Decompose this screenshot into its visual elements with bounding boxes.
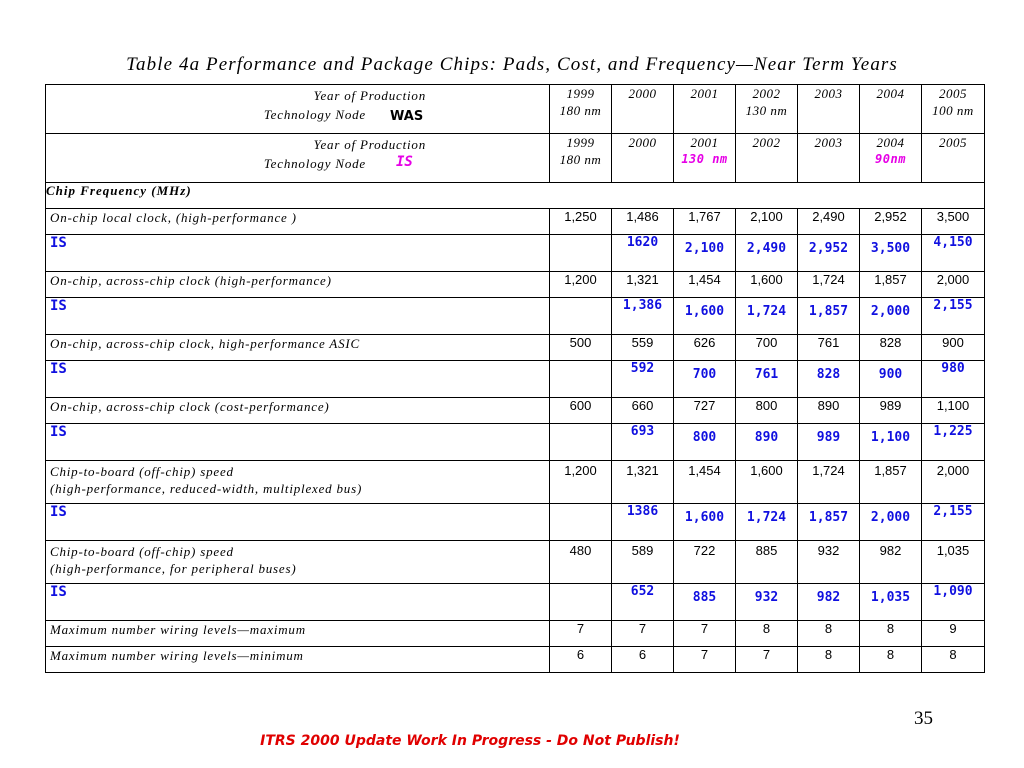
- is-value-cell: 800: [674, 424, 736, 461]
- wiring-value-cell: 8: [922, 647, 985, 673]
- header_is-tag: IS: [396, 154, 413, 170]
- value-cell: 900: [922, 335, 985, 361]
- is-label: IS: [46, 361, 550, 398]
- footer-notice: ITRS 2000 Update Work In Progress - Do Not Publish!: [260, 733, 680, 749]
- table-row: [46, 461, 985, 504]
- is-value-cell: 4,150: [922, 235, 985, 272]
- header_was-year-cell: [612, 85, 674, 134]
- wiring-value-cell: 8: [798, 621, 860, 647]
- value-cell: 1,767: [674, 209, 736, 235]
- is-row: [46, 361, 985, 398]
- header_was-year-cell: [860, 85, 922, 134]
- table-row: [46, 541, 985, 584]
- value-cell: 932: [798, 541, 860, 584]
- header_was-node: 130 nm: [745, 103, 788, 118]
- header_is-year-cell: [736, 134, 798, 183]
- wiring-row: [46, 647, 985, 673]
- value-cell: 700: [736, 335, 798, 361]
- value-cell: 1,857: [860, 461, 922, 504]
- wiring-value-cell: 7: [550, 621, 612, 647]
- is-value-cell: [550, 424, 612, 461]
- value-cell: 1,600: [736, 272, 798, 298]
- is-value-cell: 1,724: [736, 298, 798, 335]
- value-cell: 1,454: [674, 461, 736, 504]
- header_is-year-cell: [612, 134, 674, 183]
- is-value-cell: 761: [736, 361, 798, 398]
- is-value-cell: 592: [612, 361, 674, 398]
- header_was-label-cell: [46, 85, 550, 134]
- table-title: Table 4a Performance and Package Chips: Pads, Cost, and Frequency—Near Term Years: [126, 54, 898, 75]
- header_was-year: 2004: [876, 86, 905, 101]
- is-value-cell: 2,490: [736, 235, 798, 272]
- row-description: [46, 541, 550, 584]
- header_is-node: 90nm: [875, 152, 906, 166]
- value-cell: 2,952: [860, 209, 922, 235]
- header_is-year: 2002: [752, 135, 781, 150]
- header_is-year-cell: [674, 134, 736, 183]
- is-value-cell: 2,155: [922, 298, 985, 335]
- is-value-cell: 982: [798, 584, 860, 621]
- header_is-year: 2000: [628, 135, 657, 150]
- value-cell: 500: [550, 335, 612, 361]
- row-description-line: Chip-to-board (off-chip) speed: [50, 544, 234, 559]
- frequency-table: [45, 84, 985, 673]
- is-row: [46, 584, 985, 621]
- value-cell: 982: [860, 541, 922, 584]
- is-value-cell: 2,000: [860, 504, 922, 541]
- wiring-value-cell: 7: [612, 621, 674, 647]
- header_is-row: [46, 134, 985, 183]
- is-value-cell: [550, 584, 612, 621]
- header_is-year-label: Year of Production: [313, 137, 426, 152]
- is-value-cell: 980: [922, 361, 985, 398]
- is-value-cell: 1,100: [860, 424, 922, 461]
- page-number: 35: [914, 708, 933, 729]
- is-value-cell: 2,155: [922, 504, 985, 541]
- value-cell: 626: [674, 335, 736, 361]
- is-value-cell: [550, 235, 612, 272]
- is-value-cell: [550, 361, 612, 398]
- value-cell: 2,000: [922, 461, 985, 504]
- is-value-cell: 828: [798, 361, 860, 398]
- header_was-year: 1999: [566, 86, 595, 101]
- wiring-value-cell: 8: [798, 647, 860, 673]
- value-cell: 1,600: [736, 461, 798, 504]
- is-label: IS: [46, 424, 550, 461]
- header_was-year-cell: [550, 85, 612, 134]
- row-description: [46, 335, 550, 361]
- is-row: [46, 504, 985, 541]
- is-row: [46, 424, 985, 461]
- is-value-cell: 885: [674, 584, 736, 621]
- is-value-cell: 2,100: [674, 235, 736, 272]
- table-row: [46, 335, 985, 361]
- header_is-node: 180 nm: [559, 152, 602, 167]
- header_is-year: 2003: [814, 135, 843, 150]
- wiring-value-cell: 7: [674, 647, 736, 673]
- wiring-description: Maximum number wiring levels—minimum: [46, 647, 550, 673]
- value-cell: 885: [736, 541, 798, 584]
- is-value-cell: 1386: [612, 504, 674, 541]
- is-value-cell: 700: [674, 361, 736, 398]
- wiring-row: [46, 621, 985, 647]
- is-value-cell: 1,035: [860, 584, 922, 621]
- is-value-cell: 1620: [612, 235, 674, 272]
- row-description-line: On-chip local clock, (high-performance ): [50, 210, 297, 225]
- value-cell: 1,200: [550, 272, 612, 298]
- value-cell: 600: [550, 398, 612, 424]
- is-value-cell: 693: [612, 424, 674, 461]
- value-cell: 660: [612, 398, 674, 424]
- wiring-value-cell: 7: [736, 647, 798, 673]
- header_is-year-cell: [798, 134, 860, 183]
- value-cell: 3,500: [922, 209, 985, 235]
- header_is-year: 2001: [690, 135, 719, 150]
- header_is-year-cell: [550, 134, 612, 183]
- header_was-year: 2003: [814, 86, 843, 101]
- header_was-row: [46, 85, 985, 134]
- is-value-cell: 3,500: [860, 235, 922, 272]
- is-value-cell: 1,600: [674, 504, 736, 541]
- value-cell: 1,100: [922, 398, 985, 424]
- is-value-cell: 932: [736, 584, 798, 621]
- value-cell: 1,250: [550, 209, 612, 235]
- row-description-line: On-chip, across-chip clock (cost-performance): [50, 399, 330, 414]
- row-description-line: (high-performance, reduced-width, multiplexed bus): [50, 481, 363, 496]
- value-cell: 722: [674, 541, 736, 584]
- header_is-year-cell: [860, 134, 922, 183]
- header_was-year-cell: [798, 85, 860, 134]
- value-cell: 989: [860, 398, 922, 424]
- header_was-year: 2001: [690, 86, 719, 101]
- is-label: IS: [46, 298, 550, 335]
- is-value-cell: 1,857: [798, 298, 860, 335]
- is-value-cell: 2,952: [798, 235, 860, 272]
- value-cell: 480: [550, 541, 612, 584]
- is-value-cell: 1,857: [798, 504, 860, 541]
- wiring-value-cell: 9: [922, 621, 985, 647]
- value-cell: 1,724: [798, 461, 860, 504]
- table-row: [46, 398, 985, 424]
- value-cell: 589: [612, 541, 674, 584]
- header_was-year: 2000: [628, 86, 657, 101]
- row-description-line: On-chip, across-chip clock (high-performance): [50, 273, 332, 288]
- value-cell: 828: [860, 335, 922, 361]
- header_was-year-cell: [922, 85, 985, 134]
- header_was-year-cell: [736, 85, 798, 134]
- header_is-node: 130 nm: [681, 152, 728, 166]
- row-description-line: Chip-to-board (off-chip) speed: [50, 464, 234, 479]
- header_is-node-label: Technology Node: [263, 156, 366, 171]
- is-value-cell: 900: [860, 361, 922, 398]
- value-cell: 1,724: [798, 272, 860, 298]
- header_is-year-cell: [922, 134, 985, 183]
- value-cell: 1,486: [612, 209, 674, 235]
- value-cell: 1,321: [612, 272, 674, 298]
- value-cell: 1,200: [550, 461, 612, 504]
- value-cell: 1,035: [922, 541, 985, 584]
- value-cell: 2,000: [922, 272, 985, 298]
- value-cell: 727: [674, 398, 736, 424]
- is-value-cell: 1,600: [674, 298, 736, 335]
- is-row: [46, 298, 985, 335]
- wiring-value-cell: 7: [674, 621, 736, 647]
- row-description: [46, 461, 550, 504]
- header_is-year: 2005: [939, 135, 967, 150]
- is-label: IS: [46, 584, 550, 621]
- header_was-year-cell: [674, 85, 736, 134]
- value-cell: 2,490: [798, 209, 860, 235]
- header_was-node: 100 nm: [932, 103, 974, 118]
- is-value-cell: 2,000: [860, 298, 922, 335]
- wiring-value-cell: 8: [860, 621, 922, 647]
- section-row: [46, 183, 985, 209]
- value-cell: 800: [736, 398, 798, 424]
- is-value-cell: 1,090: [922, 584, 985, 621]
- value-cell: 1,857: [860, 272, 922, 298]
- header_was-node: 180 nm: [559, 103, 602, 118]
- value-cell: 2,100: [736, 209, 798, 235]
- value-cell: 1,454: [674, 272, 736, 298]
- row-description-line: (high-performance, for peripheral buses): [50, 561, 297, 576]
- header_was-node-label: Technology Node: [263, 107, 366, 122]
- value-cell: 1,321: [612, 461, 674, 504]
- row-description: [46, 272, 550, 298]
- table-row: [46, 209, 985, 235]
- is-value-cell: 1,724: [736, 504, 798, 541]
- is-value-cell: 1,386: [612, 298, 674, 335]
- section-title: Chip Frequency (MHz): [46, 183, 985, 209]
- is-value-cell: 989: [798, 424, 860, 461]
- row-description: [46, 209, 550, 235]
- is-row: [46, 235, 985, 272]
- header_was-year: 2005: [939, 86, 967, 101]
- header_was-tag: WAS: [390, 109, 424, 124]
- header_is-year: 2004: [876, 135, 905, 150]
- is-value-cell: 890: [736, 424, 798, 461]
- table-row: [46, 272, 985, 298]
- wiring-value-cell: 8: [860, 647, 922, 673]
- is-value-cell: [550, 298, 612, 335]
- header_was-year: 2002: [752, 86, 781, 101]
- header_was-year-label: Year of Production: [313, 88, 426, 103]
- is-value-cell: 1,225: [922, 424, 985, 461]
- row-description: [46, 398, 550, 424]
- is-value-cell: [550, 504, 612, 541]
- value-cell: 890: [798, 398, 860, 424]
- is-label: IS: [46, 235, 550, 272]
- header_is-year: 1999: [566, 135, 595, 150]
- wiring-description: Maximum number wiring levels—maximum: [46, 621, 550, 647]
- value-cell: 761: [798, 335, 860, 361]
- wiring-value-cell: 8: [736, 621, 798, 647]
- header_is-label-cell: [46, 134, 550, 183]
- wiring-value-cell: 6: [612, 647, 674, 673]
- wiring-value-cell: 6: [550, 647, 612, 673]
- value-cell: 559: [612, 335, 674, 361]
- is-value-cell: 652: [612, 584, 674, 621]
- row-description-line: On-chip, across-chip clock, high-performance ASIC: [50, 336, 360, 351]
- is-label: IS: [46, 504, 550, 541]
